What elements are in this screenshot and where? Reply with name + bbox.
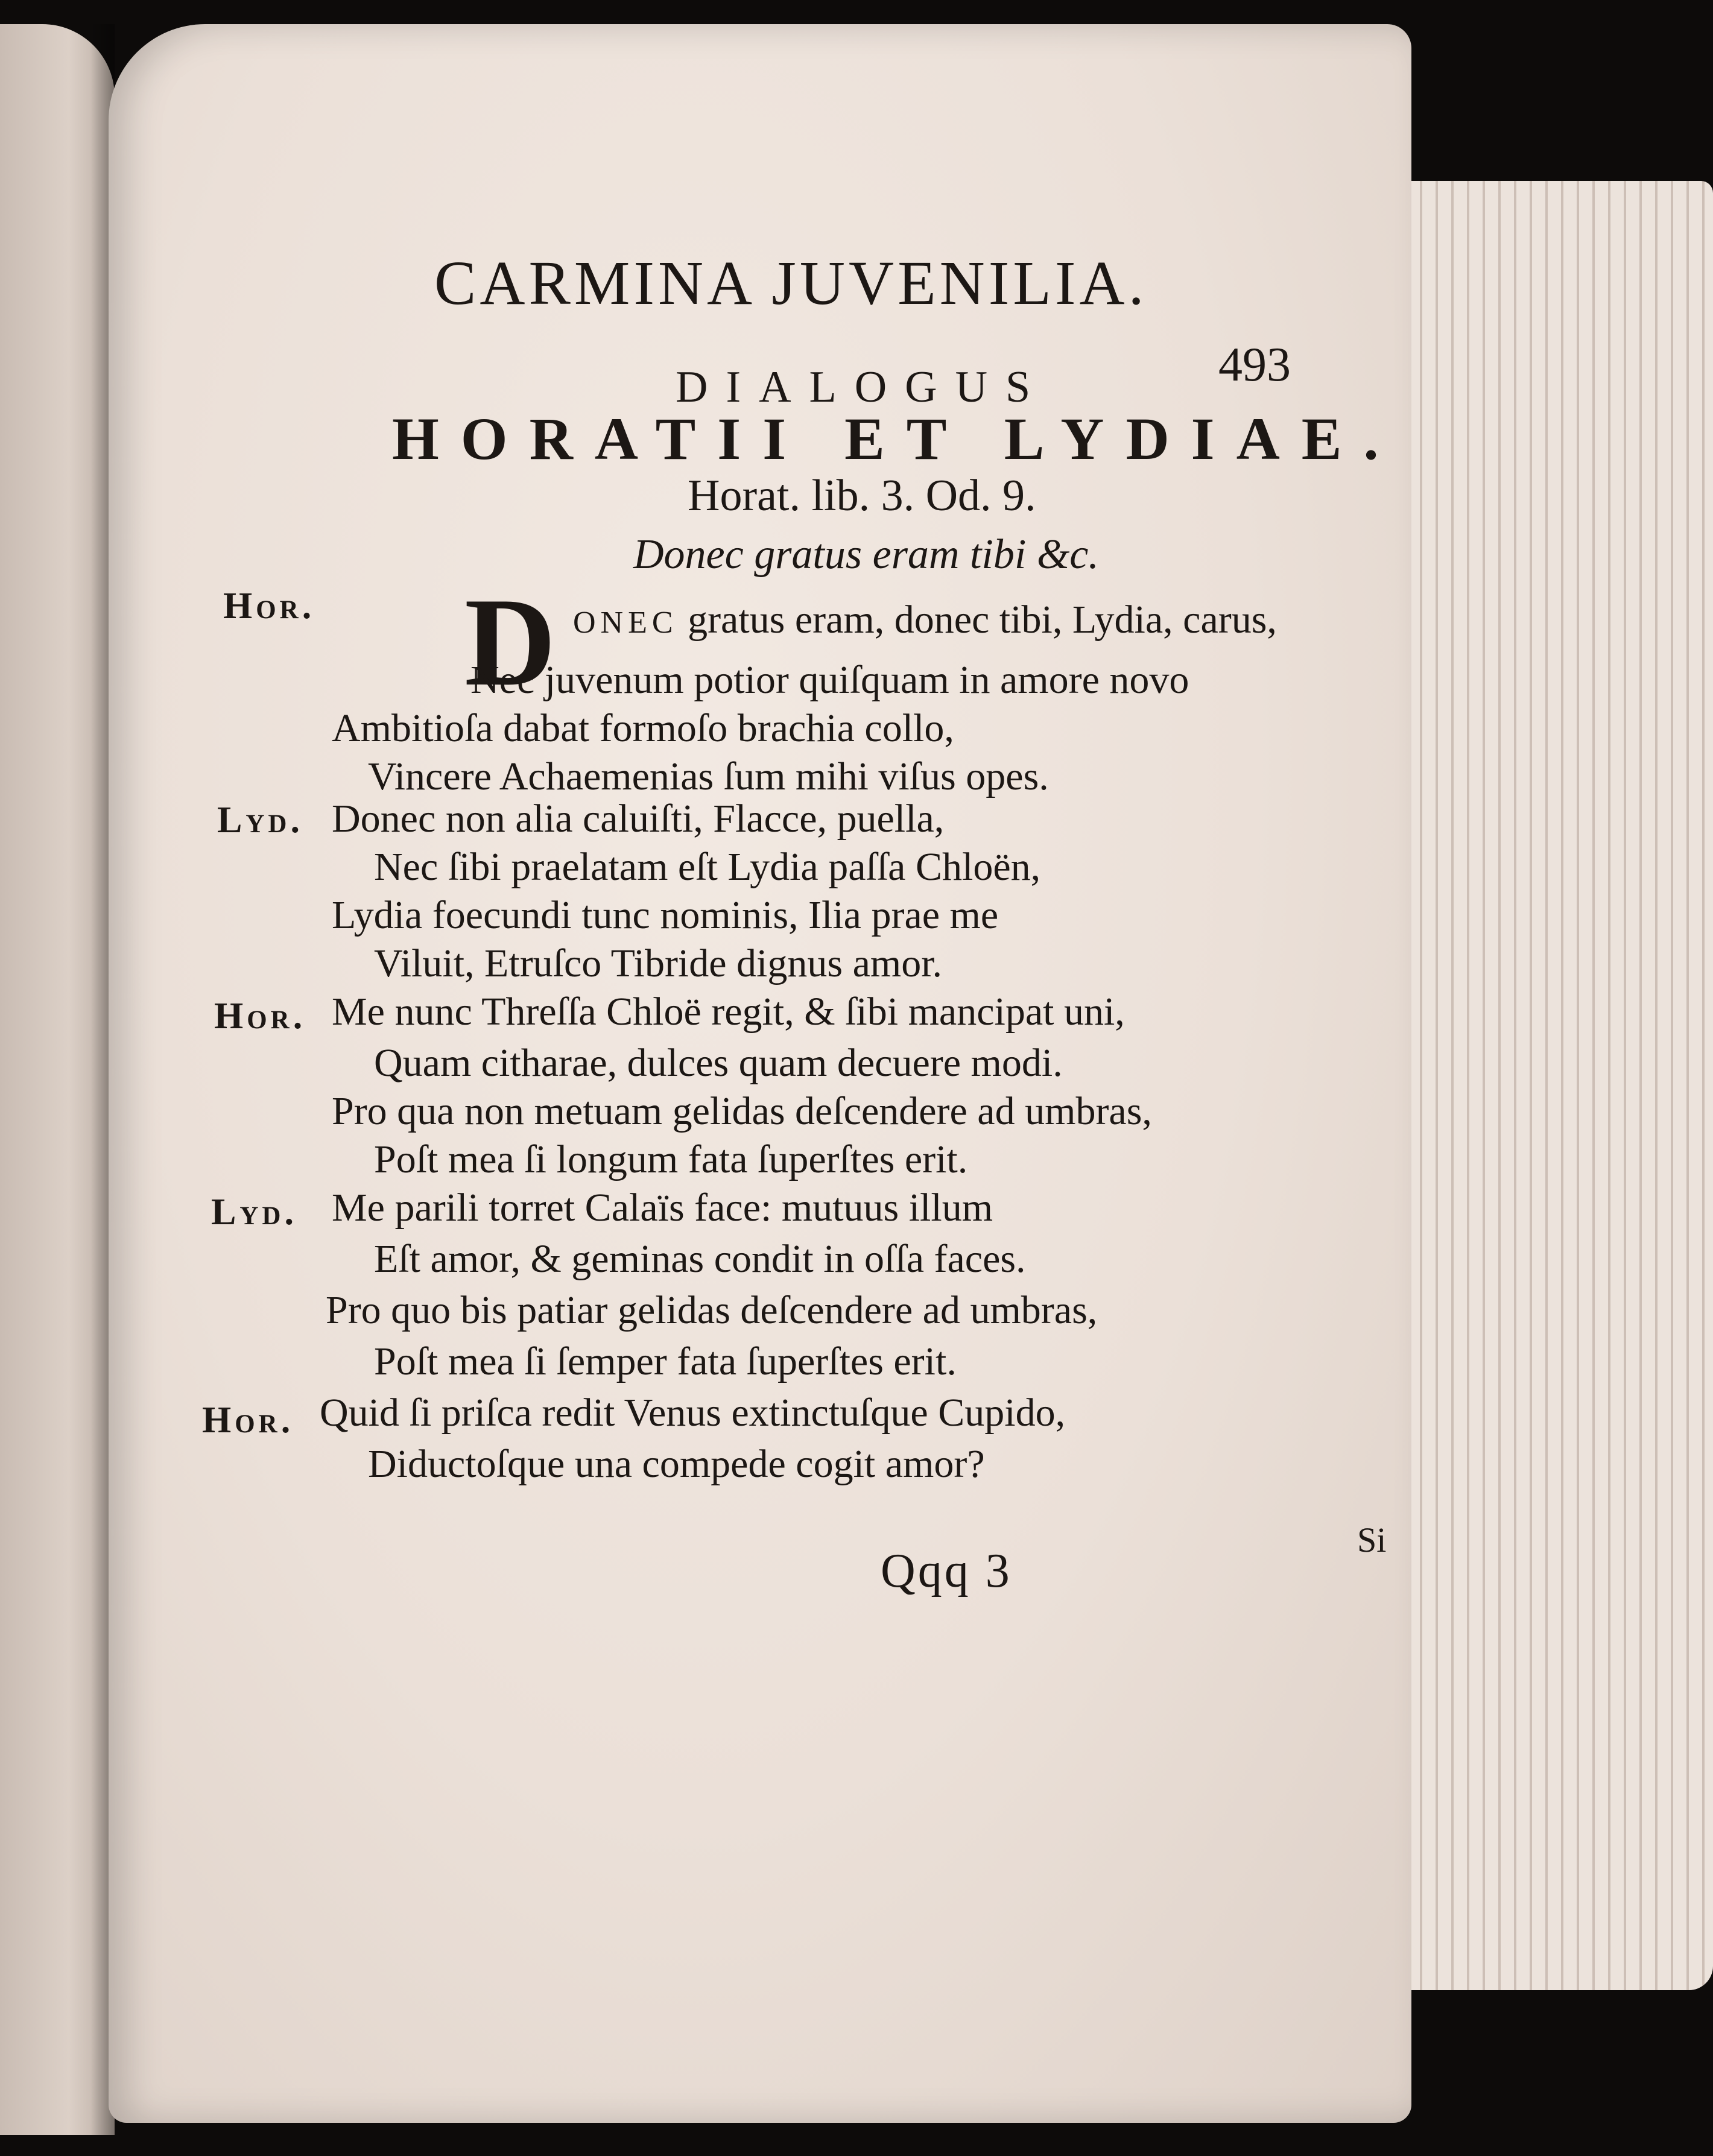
source-reference: Horat. lib. 3. Od. 9. [688, 471, 1036, 520]
left-page-edge [0, 24, 115, 2135]
verse-line: Eſt amor, & geminas condit in oſſa faces. [374, 1237, 1026, 1281]
title-line-1: DIALOGUS [676, 362, 1049, 412]
verse-line: Vincere Achaemenias ſum mihi viſus opes. [368, 754, 1049, 798]
page-number: 493 [1218, 338, 1291, 391]
first-word-smallcaps: ONEC [573, 605, 678, 640]
verse-line: Ambitioſa dabat formoſo brachia collo, [332, 706, 954, 750]
verse-line: Quam citharae, dulces quam decuere modi. [374, 1041, 1063, 1085]
verse-line: Donec non alia caluiſti, Flacce, puella, [332, 797, 945, 841]
first-line-text: gratus eram, donec tibi, Lydia, carus, [677, 598, 1277, 642]
speaker-label: Hor. [202, 1400, 294, 1441]
book-page [109, 24, 1411, 2123]
signature-mark: Qqq 3 [881, 1544, 1012, 1598]
speaker-label: Lyd. [211, 1192, 297, 1233]
title-line-2: HORATII ET LYDIAE. [392, 405, 1401, 472]
verse-line [573, 597, 1277, 643]
verse-line: Nec juvenum potior quiſquam in amore novo [470, 658, 1189, 702]
verse-line: Pro qua non metuam gelidas deſcendere ad umbras, [332, 1089, 1152, 1133]
speaker-label: Lyd. [217, 800, 303, 841]
speaker-label: Hor. [223, 586, 315, 627]
verse-line: Diductoſque una compede cogit amor? [368, 1442, 985, 1486]
speaker-label: Hor. [214, 996, 306, 1037]
verse-line: Poſt mea ſi longum fata ſuperſtes erit. [374, 1137, 968, 1181]
running-head: CARMINA JUVENILIA. [434, 248, 1148, 318]
verse-line: Viluit, Etruſco Tibride dignus amor. [374, 941, 943, 985]
drop-cap: D [464, 572, 556, 712]
verse-line: Lydia foecundi tunc nominis, Ilia prae me [332, 893, 999, 937]
verse-line: Poſt mea ſi ſemper fata ſuperſtes erit. [374, 1339, 957, 1383]
catchword: Si [1357, 1520, 1387, 1560]
verse-line: Me nunc Threſſa Chloë regit, & ſibi mancipat uni, [332, 990, 1125, 1034]
verse-line: Pro quo bis patiar gelidas deſcendere ad umbras, [326, 1288, 1098, 1332]
incipit: Donec gratus eram tibi &c. [633, 531, 1099, 578]
verse-line: Quid ſi priſca redit Venus extinctuſque Cupido, [320, 1391, 1066, 1435]
poem [109, 24, 1411, 2123]
verse-line: Nec ſibi praelatam eſt Lydia paſſa Chloën, [374, 845, 1041, 889]
verse-line: Me parili torret Calaïs face: mutuus illum [332, 1186, 993, 1230]
page-edges [1375, 181, 1713, 1990]
